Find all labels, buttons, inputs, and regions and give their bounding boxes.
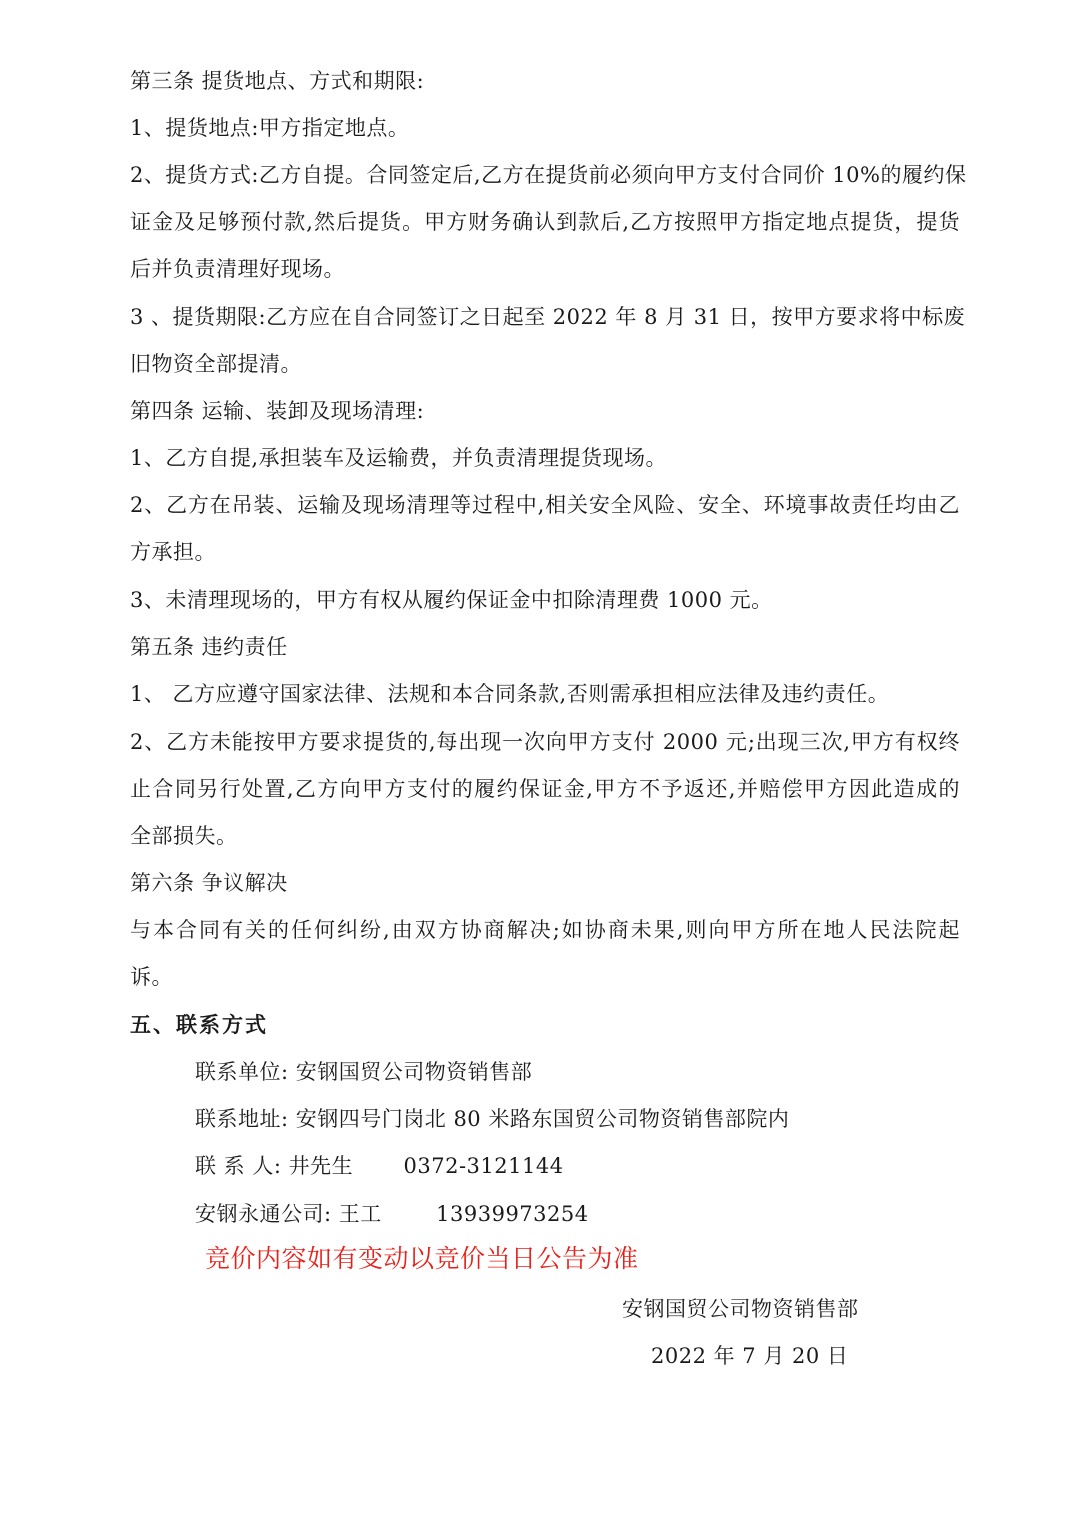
- article4-item3: 3、未清理现场的，甲方有权从履约保证金中扣除清理费 1000 元。: [130, 588, 773, 612]
- article3-item3-line1: 3 、提货期限:乙方应在自合同签订之日起至 2022 年 8 月 31 日，按甲方要求将中标废: [130, 305, 966, 329]
- contact-unit-row: [195, 1057, 955, 1087]
- article4-item1: 1、乙方自提,承担装车及运输费，并负责清理提货现场。: [130, 446, 668, 470]
- contact-company-row: [195, 1199, 955, 1229]
- article5-item2-line1: 2、乙方未能按甲方要求提货的,每出现一次向甲方支付 2000 元;出现三次,甲方有权终: [130, 730, 960, 754]
- article3-item3-line2: 旧物资全部提清。: [130, 352, 302, 376]
- contact-person-name: 井先生: [288, 1154, 354, 1178]
- article3-item2-line2: 证金及足够预付款,然后提货。甲方财务确认到款后,乙方按照甲方指定地点提货，提货: [130, 210, 960, 234]
- contact-address-value: 安钢四号门岗北 80 米路东国贸公司物资销售部院内: [295, 1107, 790, 1131]
- signature-org: 安钢国贸公司物资销售部: [622, 1297, 859, 1321]
- article3-item2-line1: 2、提货方式:乙方自提。合同签定后,乙方在提货前必须向甲方支付合同价 10%的履约保: [130, 163, 967, 187]
- article6-body-line2: 诉。: [130, 965, 173, 989]
- contact-company-person: 王工: [338, 1202, 382, 1226]
- contact-heading: 五、联系方式: [130, 1013, 268, 1037]
- contact-unit-value: 安钢国贸公司物资销售部: [295, 1060, 533, 1084]
- article5-item2-line2: 止合同另行处置,乙方向甲方支付的履约保证金,甲方不予返还,并赔偿甲方因此造成的: [130, 777, 960, 801]
- article5-item1: 1、 乙方应遵守国家法律、法规和本合同条款,否则需承担相应法律及违约责任。: [130, 682, 890, 706]
- article5-item2-line3: 全部损失。: [130, 824, 238, 848]
- contact-company-label: 安钢永通公司:: [195, 1202, 332, 1226]
- article3-heading: 第三条 提货地点、方式和期限:: [130, 69, 425, 93]
- article4-item2-line2: 方承担。: [130, 540, 216, 564]
- contact-person-row: [195, 1151, 955, 1181]
- bidding-notice: 竞价内容如有变动以竞价当日公告为准: [205, 1244, 639, 1273]
- article6-body-line1: 与本合同有关的任何纠纷,由双方协商解决;如协商未果,则向甲方所在地人民法院起: [130, 918, 960, 942]
- article5-heading: 第五条 违约责任: [130, 635, 288, 659]
- article4-item2-line1: 2、乙方在吊装、运输及现场清理等过程中,相关安全风险、安全、环境事故责任均由乙: [130, 493, 960, 517]
- contact-address-row: [195, 1104, 955, 1134]
- signature-date: 2022 年 7 月 20 日: [651, 1344, 849, 1368]
- article3-item1: 1、提货地点:甲方指定地点。: [130, 116, 410, 140]
- contact-person-phone: 0372-3121144: [403, 1154, 564, 1178]
- article6-heading: 第六条 争议解决: [130, 871, 288, 895]
- contact-unit-label: 联系单位:: [195, 1060, 289, 1084]
- contact-person-label: 联 系 人:: [195, 1154, 282, 1178]
- contact-address-label: 联系地址:: [195, 1107, 289, 1131]
- article3-item2-line3: 后并负责清理好现场。: [130, 257, 345, 281]
- contact-company-phone: 13939973254: [436, 1202, 589, 1226]
- article4-heading: 第四条 运输、装卸及现场清理:: [130, 399, 425, 423]
